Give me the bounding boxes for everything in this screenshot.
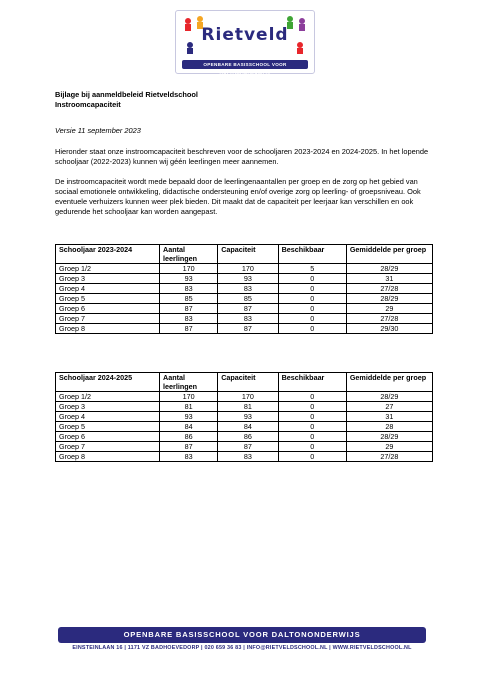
- value-cell: 27/28: [346, 452, 432, 462]
- value-cell: 28: [346, 422, 432, 432]
- table-header-row: [56, 245, 433, 264]
- value-cell: 87: [160, 442, 218, 452]
- school-logo: [175, 10, 315, 74]
- document-subtitle: Instroomcapaciteit: [55, 100, 121, 109]
- logo-tagline: OPENBARE BASISSCHOOL VOOR DALTONONDERWIJS: [182, 60, 308, 69]
- value-cell: 170: [218, 392, 278, 402]
- capacity-table-2024-2025: [55, 372, 433, 462]
- value-cell: 0: [278, 452, 346, 462]
- col-header-available: Beschikbaar: [278, 245, 346, 264]
- value-cell: 27/28: [346, 314, 432, 324]
- logo-wordmark: Rietveld: [201, 25, 289, 45]
- value-cell: 0: [278, 432, 346, 442]
- value-cell: 81: [160, 402, 218, 412]
- capacity-table-2023-2024: [55, 244, 433, 334]
- value-cell: 93: [160, 274, 218, 284]
- value-cell: 85: [160, 294, 218, 304]
- table-row: [56, 392, 433, 402]
- value-cell: 27/28: [346, 284, 432, 294]
- footer-banner: OPENBARE BASISSCHOOL VOOR DALTONONDERWIJS: [58, 627, 426, 643]
- col-header-students: Aantal leerlingen: [160, 245, 218, 264]
- table-row: [56, 432, 433, 442]
- value-cell: 93: [218, 412, 278, 422]
- value-cell: 87: [218, 304, 278, 314]
- value-cell: 93: [218, 274, 278, 284]
- table-row: [56, 304, 433, 314]
- value-cell: 0: [278, 402, 346, 412]
- value-cell: 85: [218, 294, 278, 304]
- value-cell: 28/29: [346, 392, 432, 402]
- value-cell: 0: [278, 392, 346, 402]
- group-name-cell: Groep 7: [56, 442, 160, 452]
- value-cell: 83: [160, 452, 218, 462]
- value-cell: 93: [160, 412, 218, 422]
- value-cell: 29/30: [346, 324, 432, 334]
- table-row: [56, 264, 433, 274]
- value-cell: 84: [160, 422, 218, 432]
- col-header-average: Gemiddelde per groep: [346, 373, 432, 392]
- col-header-schoolyear: Schooljaar 2024-2025: [56, 373, 160, 392]
- value-cell: 28/29: [346, 264, 432, 274]
- value-cell: 0: [278, 274, 346, 284]
- value-cell: 86: [160, 432, 218, 442]
- col-header-average: Gemiddelde per groep: [346, 245, 432, 264]
- value-cell: 0: [278, 422, 346, 432]
- table-body: [56, 392, 433, 462]
- table-row: [56, 402, 433, 412]
- document-title: Bijlage bij aanmeldbeleid Rietveldschool: [55, 90, 198, 99]
- intro-paragraph: Hieronder staat onze instroomcapaciteit beschreven voor de schooljaren 2023-2024 en 2024-2025. In het lopende schooljaar (2022-2023) kunnen wij géén leerlingen meer aannemen.: [55, 147, 429, 166]
- value-cell: 0: [278, 412, 346, 422]
- group-name-cell: Groep 7: [56, 314, 160, 324]
- value-cell: 0: [278, 294, 346, 304]
- value-cell: 170: [160, 264, 218, 274]
- document-body: [55, 90, 435, 227]
- table-row: [56, 324, 433, 334]
- value-cell: 5: [278, 264, 346, 274]
- value-cell: 87: [218, 442, 278, 452]
- value-cell: 0: [278, 284, 346, 294]
- group-name-cell: Groep 3: [56, 274, 160, 284]
- value-cell: 29: [346, 304, 432, 314]
- value-cell: 0: [278, 314, 346, 324]
- value-cell: 170: [218, 264, 278, 274]
- col-header-capacity: Capaciteit: [218, 245, 278, 264]
- col-header-students: Aantal leerlingen: [160, 373, 218, 392]
- table-row: [56, 284, 433, 294]
- col-header-available: Beschikbaar: [278, 373, 346, 392]
- value-cell: 0: [278, 304, 346, 314]
- group-name-cell: Groep 8: [56, 324, 160, 334]
- table-body: [56, 264, 433, 334]
- value-cell: 28/29: [346, 432, 432, 442]
- value-cell: 28/29: [346, 294, 432, 304]
- capacity-paragraph: De instroomcapaciteit wordt mede bepaald door de leerlingenaantallen per groep en de zorg op het gebied van sociaal emotionele ontwikkeling, didactische ondersteuning en/of overige zorg op leerling- of groepsniveau. Ook eventuele verhuizers kunnen weer plek bieden. Dit maakt dat de capaciteit per leerjaar kan verschillen en ook gedurende het schooljaar kan worden aangepast.: [55, 177, 421, 216]
- group-name-cell: Groep 4: [56, 284, 160, 294]
- group-name-cell: Groep 1/2: [56, 264, 160, 274]
- group-name-cell: Groep 4: [56, 412, 160, 422]
- table-row: [56, 314, 433, 324]
- value-cell: 0: [278, 442, 346, 452]
- value-cell: 81: [218, 402, 278, 412]
- value-cell: 87: [160, 324, 218, 334]
- group-name-cell: Groep 1/2: [56, 392, 160, 402]
- col-header-capacity: Capaciteit: [218, 373, 278, 392]
- table-row: [56, 422, 433, 432]
- group-name-cell: Groep 3: [56, 402, 160, 412]
- group-name-cell: Groep 8: [56, 452, 160, 462]
- table-row: [56, 274, 433, 284]
- table-row: [56, 412, 433, 422]
- table-row: [56, 294, 433, 304]
- value-cell: 83: [218, 314, 278, 324]
- value-cell: 83: [218, 452, 278, 462]
- group-name-cell: Groep 6: [56, 304, 160, 314]
- value-cell: 84: [218, 422, 278, 432]
- value-cell: 86: [218, 432, 278, 442]
- table-header-row: [56, 373, 433, 392]
- table-row: [56, 442, 433, 452]
- version-date: Versie 11 september 2023: [55, 126, 141, 135]
- value-cell: 87: [160, 304, 218, 314]
- value-cell: 27: [346, 402, 432, 412]
- group-name-cell: Groep 6: [56, 432, 160, 442]
- value-cell: 83: [160, 284, 218, 294]
- col-header-schoolyear: Schooljaar 2023-2024: [56, 245, 160, 264]
- table-row: [56, 452, 433, 462]
- group-name-cell: Groep 5: [56, 294, 160, 304]
- group-name-cell: Groep 5: [56, 422, 160, 432]
- value-cell: 31: [346, 412, 432, 422]
- value-cell: 83: [160, 314, 218, 324]
- value-cell: 83: [218, 284, 278, 294]
- value-cell: 170: [160, 392, 218, 402]
- value-cell: 31: [346, 274, 432, 284]
- value-cell: 0: [278, 324, 346, 334]
- footer-address: EINSTEINLAAN 16 | 1171 VZ BADHOEVEDORP | 020 659 36 83 | INFO@RIETVELDSCHOOL.NL | WWW.RIETVELDSCHOOL.NL: [72, 645, 412, 651]
- value-cell: 87: [218, 324, 278, 334]
- value-cell: 29: [346, 442, 432, 452]
